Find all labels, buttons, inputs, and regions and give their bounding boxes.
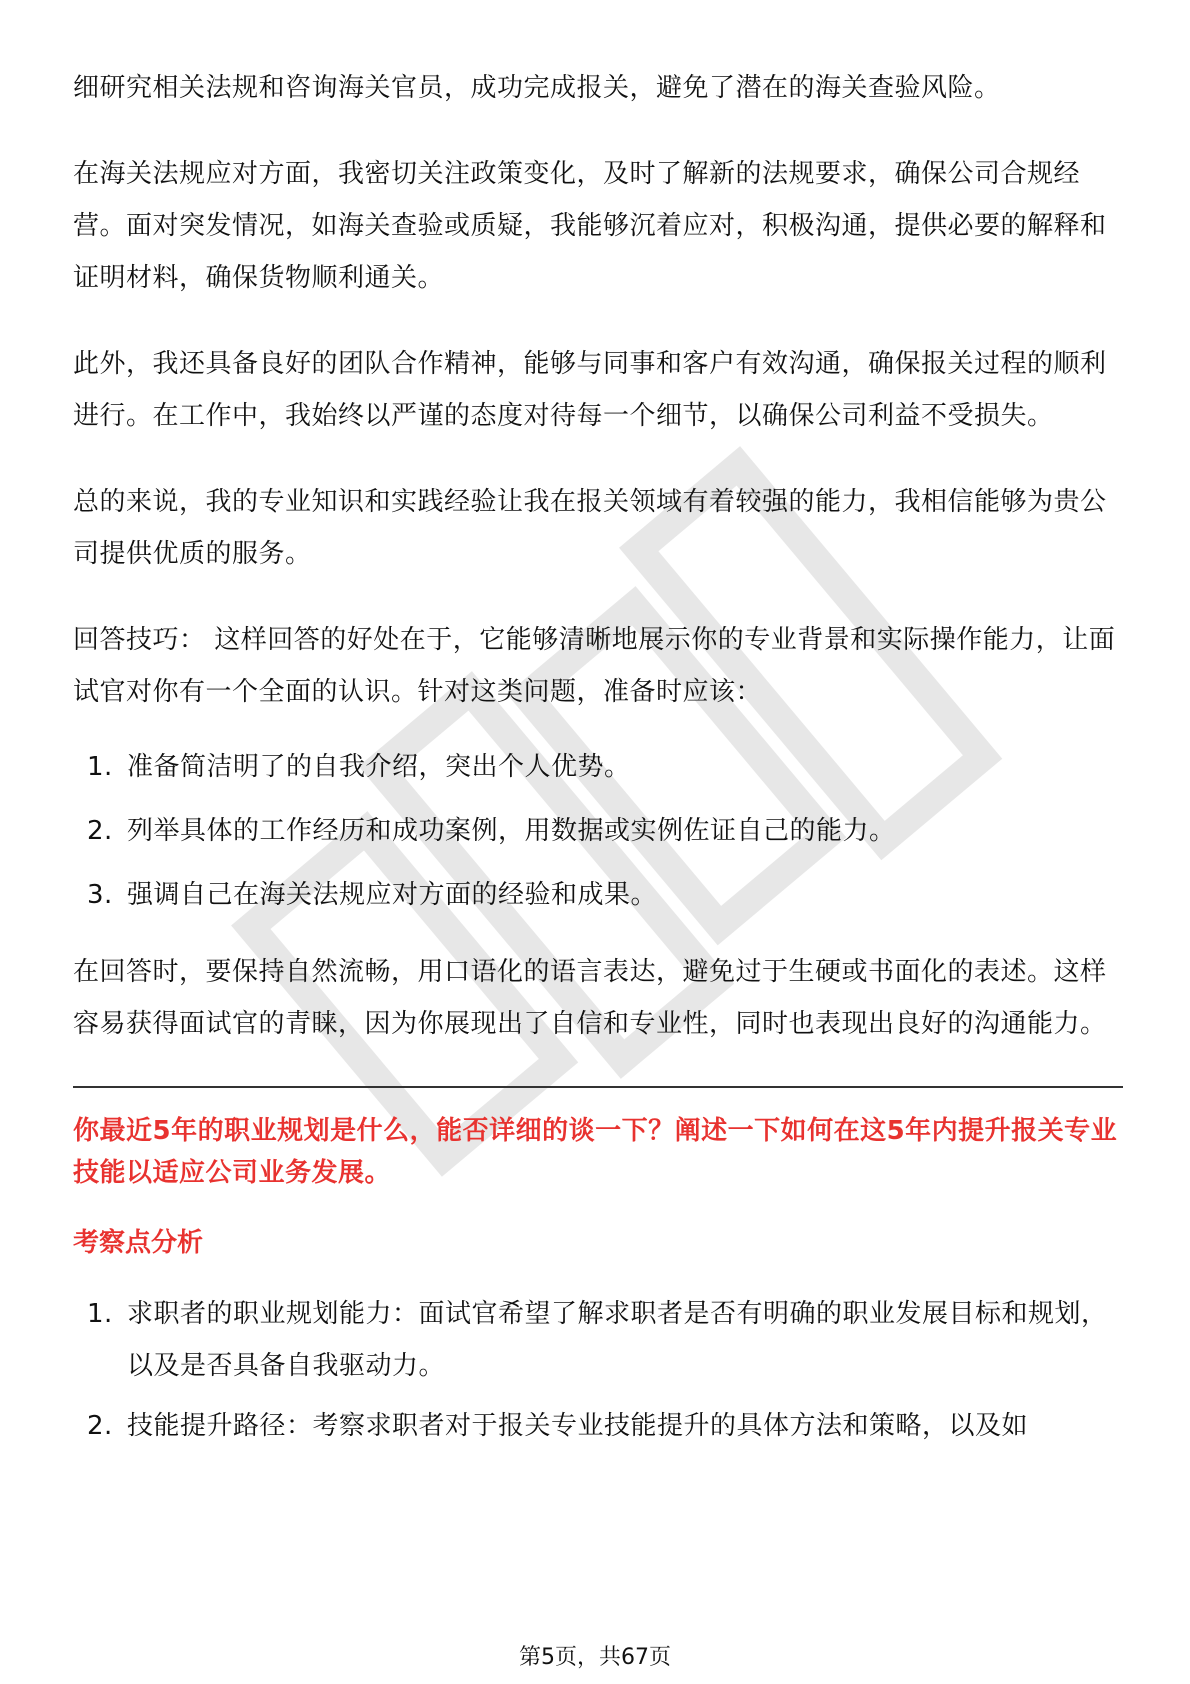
closing-paragraph: 在回答时，要保持自然流畅，用口语化的语言表达，避免过于生硬或书面化的表述。这样容易获得面试官的青睐，因为你展现出了自信和专业性，同时也表现出良好的沟通能力。 (73, 957, 1107, 1039)
list-number: 3. (87, 880, 113, 910)
section-divider (73, 1086, 1123, 1088)
list-item (73, 810, 1123, 852)
document-body (73, 62, 1123, 1460)
list-item-text: 求职者的职业规划能力：面试官希望了解求职者是否有明确的职业发展目标和规划，以及是否具备自我驱动力。 (127, 1299, 1108, 1381)
paragraph: 细研究相关法规和咨询海关官员，成功完成报关，避免了潜在的海关查验风险。 (73, 73, 1001, 103)
interview-question: 你最近5年的职业规划是什么，能否详细的谈一下？阐述一下如何在这5年内提升报关专业技能以适应公司业务发展。 (73, 1116, 1118, 1188)
paragraph: 此外，我还具备良好的团队合作精神，能够与同事和客户有效沟通，确保报关过程的顺利进行。在工作中，我始终以严谨的态度对待每一个细节，以确保公司利益不受损失。 (73, 349, 1107, 431)
list-item-text: 强调自己在海关法规应对方面的经验和成果。 (127, 880, 658, 910)
list-item (73, 1288, 1123, 1392)
list-number: 1. (87, 752, 113, 782)
answer-tips-paragraph: 回答技巧： 这样回答的好处在于，它能够清晰地展示你的专业背景和实际操作能力，让面试官对你有一个全面的认识。针对这类问题，准备时应该： (73, 625, 1116, 707)
list-item (73, 1400, 1123, 1452)
list-item-text: 列举具体的工作经历和成功案例，用数据或实例佐证自己的能力。 (127, 816, 896, 846)
list-number: 1. (87, 1299, 113, 1329)
list-item (73, 746, 1123, 788)
tips-list (73, 746, 1123, 916)
analysis-list (73, 1288, 1123, 1452)
section-title: 考察点分析 (73, 1228, 204, 1258)
paragraph: 总的来说，我的专业知识和实践经验让我在报关领域有着较强的能力，我相信能够为贵公司提供优质的服务。 (73, 487, 1107, 569)
list-item-text: 准备简洁明了的自我介绍，突出个人优势。 (127, 752, 631, 782)
list-item-text: 技能提升路径：考察求职者对于报关专业技能提升的具体方法和策略，以及如 (127, 1411, 1029, 1441)
list-number: 2. (87, 1411, 113, 1441)
paragraph: 在海关法规应对方面，我密切关注政策变化，及时了解新的法规要求，确保公司合规经营。面对突发情况，如海关查验或质疑，我能够沉着应对，积极沟通，提供必要的解释和证明材料，确保货物顺利通关。 (73, 159, 1107, 293)
list-item (73, 874, 1123, 916)
list-number: 2. (87, 816, 113, 846)
page-footer: 第5页，共67页 (519, 1645, 671, 1670)
